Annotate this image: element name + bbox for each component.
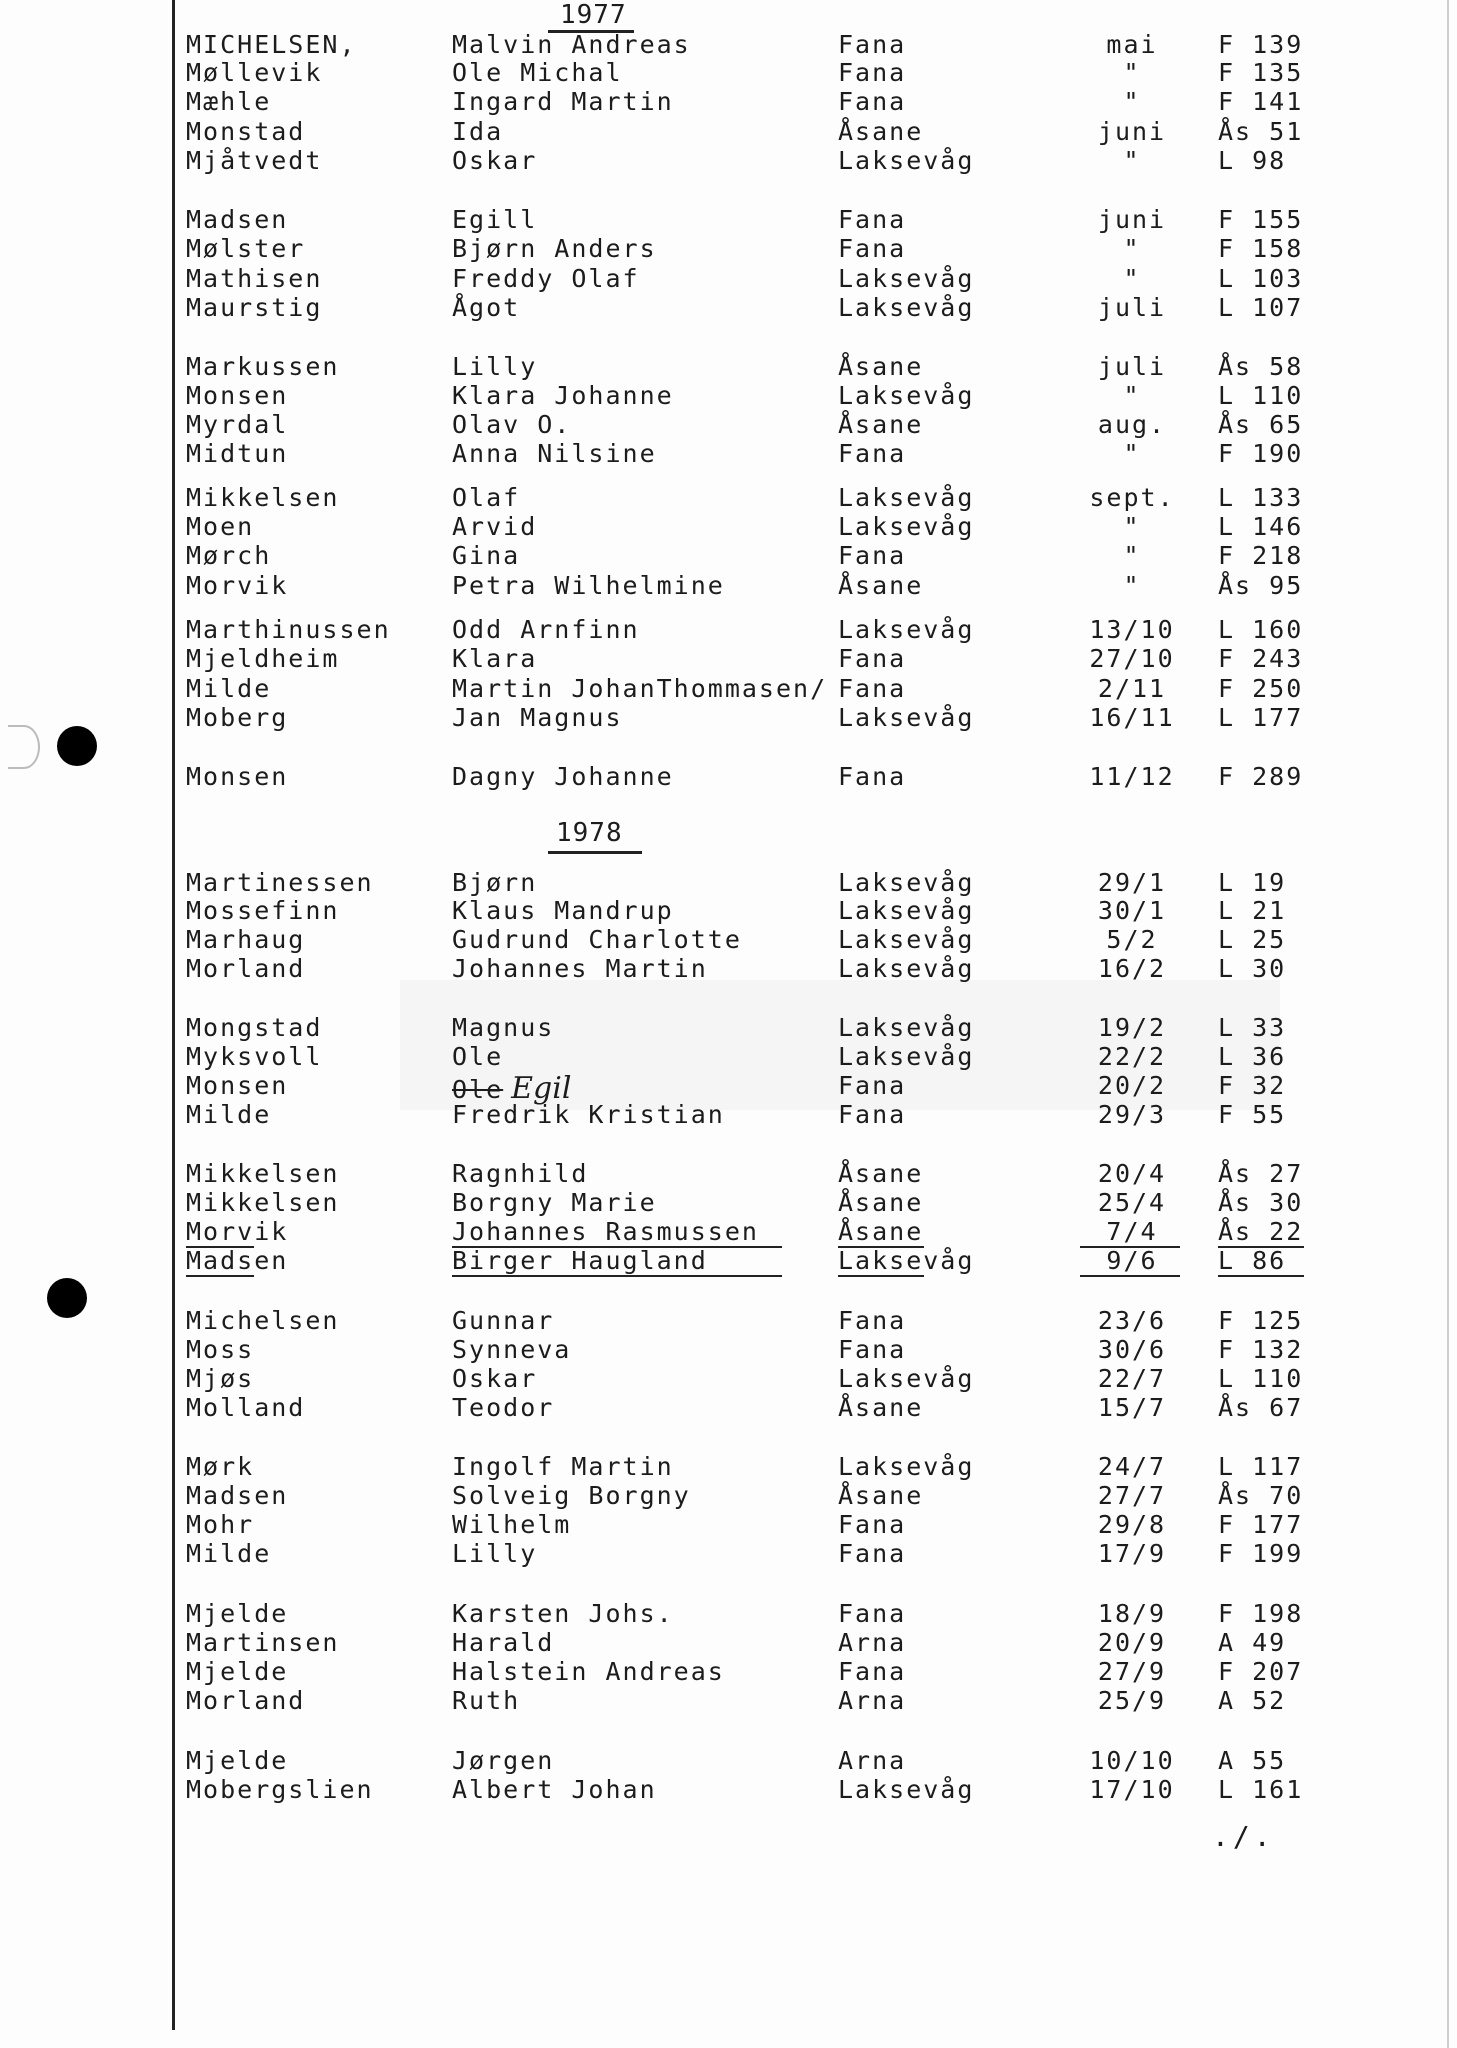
surname-cell: Mossefinn: [186, 896, 340, 925]
surname-cell: Mikkelsen: [186, 483, 340, 512]
given-name-cell: Teodor: [452, 1393, 555, 1422]
surname-cell: Morland: [186, 1686, 306, 1715]
municipality-cell: Åsane: [838, 1481, 924, 1510]
register-row: [0, 1188, 1440, 1218]
entry-underline: [1080, 1275, 1180, 1277]
municipality-cell: Arna: [838, 1628, 907, 1657]
register-row: [0, 1599, 1440, 1629]
reference-cell: Ås 65: [1218, 410, 1304, 439]
date-cell: 18/9: [1097, 1599, 1167, 1628]
register-row: [0, 1393, 1440, 1423]
given-name-cell: Freddy Olaf: [452, 264, 640, 293]
reference-cell: F 132: [1218, 1335, 1304, 1364]
register-row: [0, 87, 1440, 117]
register-row: [0, 483, 1440, 513]
reference-cell: Ås 95: [1218, 571, 1304, 600]
reference-cell: Ås 27: [1218, 1159, 1304, 1188]
surname-cell: Moss: [186, 1335, 255, 1364]
register-row: [0, 146, 1440, 176]
register-row: [0, 117, 1440, 147]
date-cell: mai: [1106, 30, 1158, 59]
given-name-cell: Karsten Johs.: [452, 1599, 674, 1628]
surname-cell: Mjelde: [186, 1599, 289, 1628]
municipality-cell: Fana: [838, 439, 907, 468]
date-cell: ": [1123, 541, 1141, 570]
surname-cell: Molland: [186, 1393, 306, 1422]
given-name-cell: Klara: [452, 644, 538, 673]
reference-cell: L 36: [1218, 1042, 1287, 1071]
surname-cell: Mjelde: [186, 1746, 289, 1775]
entry-underline: [1218, 1275, 1304, 1277]
municipality-cell: Fana: [838, 541, 907, 570]
reference-cell: F 243: [1218, 644, 1304, 673]
given-name-cell: Halstein Andreas: [452, 1657, 725, 1686]
surname-cell: Milde: [186, 1539, 272, 1568]
register-row: [0, 1657, 1440, 1687]
surname-cell: Madsen: [186, 1246, 289, 1275]
surname-cell: Moberg: [186, 703, 289, 732]
reference-cell: L 25: [1218, 925, 1287, 954]
year-heading: 1977: [560, 0, 627, 30]
municipality-cell: Fana: [838, 1335, 907, 1364]
page-edge: [1447, 0, 1449, 2048]
reference-cell: L 21: [1218, 896, 1287, 925]
date-cell: 24/7: [1097, 1452, 1167, 1481]
date-cell: 19/2: [1097, 1013, 1167, 1042]
date-cell: 27/9: [1097, 1657, 1167, 1686]
register-row: [0, 352, 1440, 382]
register-row: [0, 1481, 1440, 1511]
date-cell: ": [1123, 381, 1141, 410]
register-row: [0, 381, 1440, 411]
surname-cell: Midtun: [186, 439, 289, 468]
municipality-cell: Fana: [838, 234, 907, 263]
surname-cell: MICHELSEN,: [186, 30, 357, 59]
date-cell: 25/4: [1097, 1188, 1167, 1217]
date-cell: 27/10: [1089, 644, 1175, 673]
register-row: [0, 1013, 1440, 1043]
given-name-cell: Harald: [452, 1628, 555, 1657]
reference-cell: F 135: [1218, 58, 1304, 87]
reference-cell: F 125: [1218, 1306, 1304, 1335]
surname-cell: Milde: [186, 674, 272, 703]
municipality-cell: Åsane: [838, 571, 924, 600]
municipality-cell: Fana: [838, 1599, 907, 1628]
given-name-cell: Klara Johanne: [452, 381, 674, 410]
register-row: [0, 30, 1440, 60]
given-name-cell: Borgny Marie: [452, 1188, 657, 1217]
register-row: [0, 1686, 1440, 1716]
date-cell: 9/6: [1106, 1246, 1158, 1275]
date-cell: 30/1: [1097, 896, 1167, 925]
reference-cell: L 133: [1218, 483, 1304, 512]
given-name-cell: Arvid: [452, 512, 538, 541]
register-row: [0, 1628, 1440, 1658]
given-name-cell: Ole: [452, 1042, 504, 1071]
municipality-cell: Fana: [838, 205, 907, 234]
reference-cell: Ås 51: [1218, 117, 1304, 146]
register-row: [0, 1306, 1440, 1336]
reference-cell: A 55: [1218, 1746, 1287, 1775]
surname-cell: Monsen: [186, 762, 289, 791]
date-cell: ": [1123, 512, 1141, 541]
reference-cell: L 103: [1218, 264, 1304, 293]
surname-cell: Mjåtvedt: [186, 146, 323, 175]
date-cell: 27/7: [1097, 1481, 1167, 1510]
date-cell: ": [1123, 146, 1141, 175]
date-cell: 10/10: [1089, 1746, 1175, 1775]
surname-cell: Markussen: [186, 352, 340, 381]
year-underline: [548, 851, 642, 854]
surname-cell: Myrdal: [186, 410, 289, 439]
date-cell: juli: [1097, 352, 1167, 381]
reference-cell: Ås 30: [1218, 1188, 1304, 1217]
municipality-cell: Arna: [838, 1686, 907, 1715]
reference-cell: F 207: [1218, 1657, 1304, 1686]
municipality-cell: Laksevåg: [838, 703, 975, 732]
municipality-cell: Laksevåg: [838, 264, 975, 293]
surname-cell: Mjeldheim: [186, 644, 340, 673]
register-row: [0, 58, 1440, 88]
surname-cell: Mikkelsen: [186, 1159, 340, 1188]
municipality-cell: Fana: [838, 1539, 907, 1568]
entry-underline: [838, 1275, 924, 1277]
surname-cell: Monstad: [186, 117, 306, 146]
given-name-cell: Fredrik Kristian: [452, 1100, 725, 1129]
date-cell: 20/4: [1097, 1159, 1167, 1188]
reference-cell: L 146: [1218, 512, 1304, 541]
register-row: [0, 571, 1440, 601]
register-row: [0, 410, 1440, 440]
date-cell: 16/11: [1089, 703, 1175, 732]
given-name-cell: Ingolf Martin: [452, 1452, 674, 1481]
date-cell: 30/6: [1097, 1335, 1167, 1364]
municipality-cell: Fana: [838, 674, 907, 703]
given-name-cell: Olaf: [452, 483, 521, 512]
reference-cell: L 33: [1218, 1013, 1287, 1042]
municipality-cell: Laksevåg: [838, 925, 975, 954]
municipality-cell: Fana: [838, 30, 907, 59]
date-cell: 7/4: [1106, 1217, 1158, 1246]
year-heading: 1978: [556, 818, 623, 848]
date-cell: 23/6: [1097, 1306, 1167, 1335]
surname-cell: Monsen: [186, 1071, 289, 1100]
given-name-cell: Jørgen: [452, 1746, 555, 1775]
reference-cell: F 139: [1218, 30, 1304, 59]
date-cell: ": [1123, 234, 1141, 263]
reference-cell: F 250: [1218, 674, 1304, 703]
end-mark: ./.: [1212, 1820, 1275, 1853]
given-name-cell: Albert Johan: [452, 1775, 657, 1804]
reference-cell: L 98: [1218, 146, 1287, 175]
reference-cell: L 117: [1218, 1452, 1304, 1481]
municipality-cell: Laksevåg: [838, 1246, 975, 1275]
surname-cell: Monsen: [186, 381, 289, 410]
register-row: [0, 1775, 1440, 1805]
municipality-cell: Laksevåg: [838, 1042, 975, 1071]
municipality-cell: Fana: [838, 1657, 907, 1686]
surname-cell: Milde: [186, 1100, 272, 1129]
surname-cell: Morvik: [186, 1217, 289, 1246]
date-cell: juli: [1097, 293, 1167, 322]
reference-cell: F 177: [1218, 1510, 1304, 1539]
date-cell: sept.: [1089, 483, 1175, 512]
given-name-cell: Ole Michal: [452, 58, 623, 87]
register-row: [0, 293, 1440, 323]
surname-cell: Mølster: [186, 234, 306, 263]
reference-cell: F 198: [1218, 1599, 1304, 1628]
given-name-cell: Ågot: [452, 293, 521, 322]
given-name-cell: Birger Haugland: [452, 1246, 708, 1275]
surname-cell: Morvik: [186, 571, 289, 600]
reference-cell: L 19: [1218, 868, 1287, 897]
surname-cell: Morland: [186, 954, 306, 983]
date-cell: ": [1123, 571, 1141, 600]
register-row: [0, 762, 1440, 792]
date-cell: 15/7: [1097, 1393, 1167, 1422]
register-row: [0, 615, 1440, 645]
municipality-cell: Åsane: [838, 410, 924, 439]
surname-cell: Mørch: [186, 541, 272, 570]
register-row: [0, 1539, 1440, 1569]
register-row: [0, 264, 1440, 294]
surname-cell: Madsen: [186, 205, 289, 234]
given-name-cell: Gunnar: [452, 1306, 555, 1335]
surname-cell: Mjøs: [186, 1364, 255, 1393]
given-name-cell: Odd Arnfinn: [452, 615, 640, 644]
date-cell: 5/2: [1106, 925, 1158, 954]
date-cell: juni: [1097, 117, 1167, 146]
given-name-cell: Wilhelm: [452, 1510, 572, 1539]
register-row: [0, 703, 1440, 733]
date-cell: 29/8: [1097, 1510, 1167, 1539]
register-row: [0, 644, 1440, 674]
register-row: [0, 1246, 1440, 1276]
reference-cell: L 107: [1218, 293, 1304, 322]
given-name-cell: Oskar: [452, 1364, 538, 1393]
municipality-cell: Åsane: [838, 1393, 924, 1422]
date-cell: 22/2: [1097, 1042, 1167, 1071]
reference-cell: L 160: [1218, 615, 1304, 644]
given-name-cell: Bjørn: [452, 868, 538, 897]
register-row: [0, 896, 1440, 926]
municipality-cell: Laksevåg: [838, 381, 975, 410]
municipality-cell: Laksevåg: [838, 896, 975, 925]
register-row: [0, 205, 1440, 235]
municipality-cell: Laksevåg: [838, 615, 975, 644]
register-row: [0, 1335, 1440, 1365]
given-name-cell: Johannes Rasmussen: [452, 1217, 759, 1246]
register-row: [0, 868, 1440, 898]
date-cell: juni: [1097, 205, 1167, 234]
entry-underline: [452, 1275, 782, 1277]
date-cell: 2/11: [1097, 674, 1167, 703]
date-cell: aug.: [1097, 410, 1167, 439]
date-cell: 22/7: [1097, 1364, 1167, 1393]
register-row: [0, 1159, 1440, 1189]
register-row: [0, 541, 1440, 571]
reference-cell: L 110: [1218, 381, 1304, 410]
register-row: [0, 1452, 1440, 1482]
municipality-cell: Åsane: [838, 1188, 924, 1217]
given-name-cell: Ida: [452, 117, 504, 146]
register-row: [0, 674, 1440, 704]
municipality-cell: Fana: [838, 58, 907, 87]
reference-cell: L 177: [1218, 703, 1304, 732]
register-row: [0, 1042, 1440, 1072]
surname-cell: Moen: [186, 512, 255, 541]
date-cell: 17/10: [1089, 1775, 1175, 1804]
register-row: [0, 439, 1440, 469]
municipality-cell: Åsane: [838, 1159, 924, 1188]
date-cell: 29/1: [1097, 868, 1167, 897]
municipality-cell: Laksevåg: [838, 954, 975, 983]
date-cell: 16/2: [1097, 954, 1167, 983]
reference-cell: Ås 70: [1218, 1481, 1304, 1510]
given-name-cell: Dagny Johanne: [452, 762, 674, 791]
given-name-cell: Solveig Borgny: [452, 1481, 691, 1510]
surname-cell: Mathisen: [186, 264, 323, 293]
municipality-cell: Laksevåg: [838, 1775, 975, 1804]
reference-cell: L 110: [1218, 1364, 1304, 1393]
surname-cell: Madsen: [186, 1481, 289, 1510]
register-row: [0, 925, 1440, 955]
date-cell: 29/3: [1097, 1100, 1167, 1129]
municipality-cell: Laksevåg: [838, 146, 975, 175]
register-row: [0, 1071, 1440, 1106]
register-row: [0, 234, 1440, 264]
municipality-cell: Laksevåg: [838, 293, 975, 322]
municipality-cell: Arna: [838, 1746, 907, 1775]
given-name-cell: Petra Wilhelmine: [452, 571, 725, 600]
surname-cell: Møllevik: [186, 58, 323, 87]
municipality-cell: Fana: [838, 644, 907, 673]
municipality-cell: Fana: [838, 1306, 907, 1335]
date-cell: ": [1123, 87, 1141, 116]
date-cell: 11/12: [1089, 762, 1175, 791]
surname-cell: Mikkelsen: [186, 1188, 340, 1217]
register-row: [0, 1364, 1440, 1394]
given-name-cell: Lilly: [452, 352, 538, 381]
reference-cell: F 218: [1218, 541, 1304, 570]
given-name-cell: Ragnhild: [452, 1159, 589, 1188]
surname-cell: Maurstig: [186, 293, 323, 322]
given-name-cell: Johannes Martin: [452, 954, 708, 983]
given-name-cell: Magnus: [452, 1013, 555, 1042]
reference-cell: L 161: [1218, 1775, 1304, 1804]
municipality-cell: Fana: [838, 1071, 907, 1100]
reference-cell: Ås 67: [1218, 1393, 1304, 1422]
reference-cell: F 141: [1218, 87, 1304, 116]
date-cell: ": [1123, 58, 1141, 87]
reference-cell: F 289: [1218, 762, 1304, 791]
surname-cell: Mjelde: [186, 1657, 289, 1686]
surname-cell: Mongstad: [186, 1013, 323, 1042]
date-cell: 13/10: [1089, 615, 1175, 644]
date-cell: 25/9: [1097, 1686, 1167, 1715]
municipality-cell: Fana: [838, 762, 907, 791]
reference-cell: Ås 22: [1218, 1217, 1304, 1246]
register-row: [0, 1746, 1440, 1776]
date-cell: 17/9: [1097, 1539, 1167, 1568]
municipality-cell: Laksevåg: [838, 868, 975, 897]
reference-cell: F 199: [1218, 1539, 1304, 1568]
given-name-cell: Egill: [452, 205, 538, 234]
reference-cell: F 190: [1218, 439, 1304, 468]
given-name-cell: Oskar: [452, 146, 538, 175]
given-name-cell: Ruth: [452, 1686, 521, 1715]
given-name-cell: Malvin Andreas: [452, 30, 691, 59]
reference-cell: A 49: [1218, 1628, 1287, 1657]
municipality-cell: Fana: [838, 87, 907, 116]
municipality-cell: Laksevåg: [838, 1364, 975, 1393]
given-name-cell: Synneva: [452, 1335, 572, 1364]
surname-cell: Mobergslien: [186, 1775, 374, 1804]
register-row: [0, 1217, 1440, 1247]
surname-cell: Marthinussen: [186, 615, 391, 644]
date-cell: ": [1123, 439, 1141, 468]
register-row: [0, 954, 1440, 984]
municipality-cell: Åsane: [838, 117, 924, 146]
reference-cell: L 86: [1218, 1246, 1287, 1275]
reference-cell: F 155: [1218, 205, 1304, 234]
municipality-cell: Laksevåg: [838, 483, 975, 512]
date-cell: 20/9: [1097, 1628, 1167, 1657]
municipality-cell: Laksevåg: [838, 1013, 975, 1042]
given-name-cell: Martin JohanThommasen/: [452, 674, 828, 703]
municipality-cell: Fana: [838, 1100, 907, 1129]
date-cell: 20/2: [1097, 1071, 1167, 1100]
given-name-cell: Olav O.: [452, 410, 572, 439]
municipality-cell: Åsane: [838, 352, 924, 381]
municipality-cell: Laksevåg: [838, 1452, 975, 1481]
given-name-cell: Bjørn Anders: [452, 234, 657, 263]
reference-cell: F 55: [1218, 1100, 1287, 1129]
surname-cell: Mørk: [186, 1452, 255, 1481]
surname-cell: Martinsen: [186, 1628, 340, 1657]
entry-underline: [186, 1275, 254, 1277]
given-name-cell: Lilly: [452, 1539, 538, 1568]
struck-out-name: Ole: [452, 1075, 504, 1104]
register-row: [0, 512, 1440, 542]
surname-cell: Myksvoll: [186, 1042, 323, 1071]
register-row: [0, 1100, 1440, 1130]
given-name-cell: Ingard Martin: [452, 87, 674, 116]
reference-cell: L 30: [1218, 954, 1287, 983]
given-name-cell: Anna Nilsine: [452, 439, 657, 468]
surname-cell: Mæhle: [186, 87, 272, 116]
given-name-cell: Jan Magnus: [452, 703, 623, 732]
municipality-cell: Fana: [838, 1510, 907, 1539]
surname-cell: Martinessen: [186, 868, 374, 897]
reference-cell: F 158: [1218, 234, 1304, 263]
given-name-cell: Klaus Mandrup: [452, 896, 674, 925]
given-name-cell: Gina: [452, 541, 521, 570]
reference-cell: A 52: [1218, 1686, 1287, 1715]
reference-cell: F 32: [1218, 1071, 1287, 1100]
surname-cell: Marhaug: [186, 925, 306, 954]
municipality-cell: Åsane: [838, 1217, 924, 1246]
date-cell: ": [1123, 264, 1141, 293]
handwritten-correction: Egil: [511, 1071, 572, 1106]
reference-cell: Ås 58: [1218, 352, 1304, 381]
surname-cell: Mohr: [186, 1510, 255, 1539]
municipality-cell: Laksevåg: [838, 512, 975, 541]
given-name-cell: Gudrund Charlotte: [452, 925, 742, 954]
surname-cell: Michelsen: [186, 1306, 340, 1335]
register-row: [0, 1510, 1440, 1540]
